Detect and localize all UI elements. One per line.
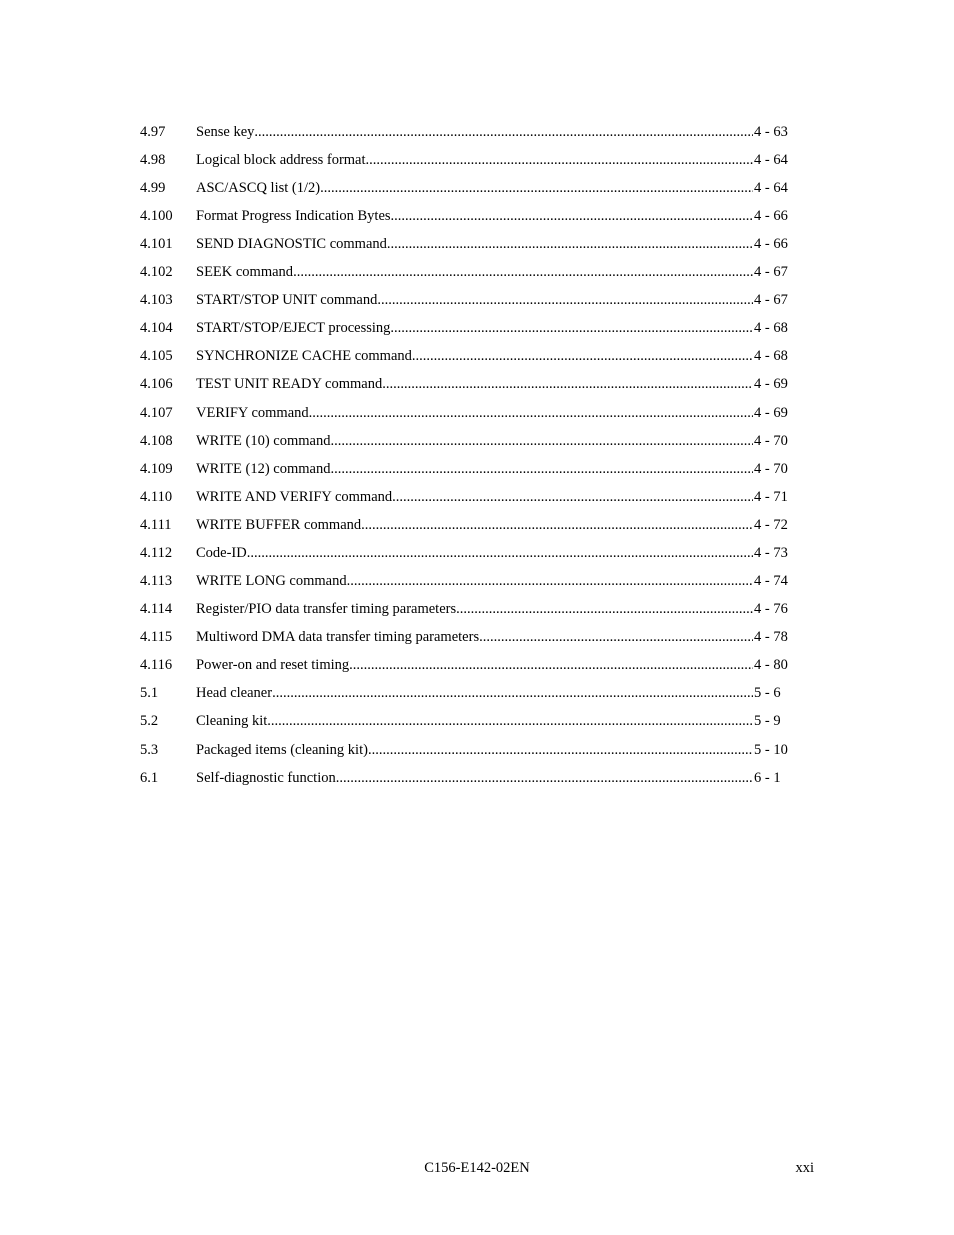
toc-entry-title[interactable]: SEEK command [196, 265, 294, 280]
toc-entry-number: 4.107 [140, 404, 173, 421]
toc-entry-title-wrap [196, 125, 753, 140]
toc-dot-leader [479, 630, 753, 645]
toc-entry-title[interactable]: VERIFY command [196, 405, 309, 421]
toc-entry-page: 5 - 6 [754, 685, 781, 702]
toc-entry[interactable] [140, 455, 800, 483]
toc-entry-title-wrap [196, 293, 753, 308]
toc-entry[interactable] [140, 764, 800, 792]
toc-entry-title[interactable]: Format Progress Indication Bytes [196, 209, 391, 224]
toc-entry-number: 4.115 [140, 629, 173, 646]
toc-entry-title-wrap [196, 209, 753, 224]
toc-entry-title-wrap [196, 237, 753, 252]
toc-entry-page: 6 - 1 [754, 769, 781, 786]
toc-entry-title-wrap [196, 714, 753, 729]
toc-entry-title[interactable]: Register/PIO data transfer timing parameters [196, 602, 457, 617]
toc-entry-title-wrap [196, 321, 753, 336]
toc-entry[interactable] [140, 399, 800, 427]
toc-entry-page: 4 - 64 [754, 151, 788, 168]
toc-entry-number: 4.97 [140, 123, 166, 140]
toc-dot-leader [336, 771, 753, 786]
toc-entry-title[interactable]: WRITE LONG command [196, 574, 347, 589]
toc-entry-title[interactable]: SYNCHRONIZE CACHE command [196, 349, 412, 364]
toc-dot-leader [347, 574, 753, 589]
toc-entry-page: 4 - 66 [754, 236, 788, 253]
toc-entry[interactable] [140, 595, 800, 623]
toc-entry-page: 4 - 70 [754, 432, 788, 449]
toc-entry-page: 4 - 64 [754, 179, 788, 196]
toc-dot-leader [272, 686, 753, 701]
toc-entry-title[interactable]: ASC/ASCQ list (1/2) [196, 180, 321, 196]
toc-dot-leader [456, 602, 753, 617]
toc-entry[interactable] [140, 343, 800, 371]
toc-dot-leader [387, 237, 753, 252]
document-id: C156-E142-02EN [424, 1160, 530, 1176]
toc-entry-number: 4.103 [140, 292, 173, 309]
toc-entry-page: 4 - 71 [754, 488, 788, 505]
toc-entry[interactable] [140, 315, 800, 343]
toc-entry[interactable] [140, 680, 800, 708]
toc-entry-number: 4.101 [140, 236, 173, 253]
toc-entry-title-wrap [196, 349, 753, 364]
toc-entry-number: 6.1 [140, 769, 159, 786]
toc-entry-title[interactable]: Power-on and reset timing [196, 658, 350, 673]
toc-entry[interactable] [140, 258, 800, 286]
toc-entry-number: 4.113 [140, 573, 173, 590]
toc-dot-leader [331, 434, 754, 449]
toc-entry-page: 4 - 69 [754, 376, 788, 393]
toc-entry[interactable] [140, 371, 800, 399]
toc-entry-title-wrap [196, 462, 753, 477]
toc-entry-title[interactable]: Sense key [196, 124, 255, 140]
toc-entry-page: 4 - 68 [754, 320, 788, 337]
toc-dot-leader [320, 181, 753, 196]
toc-entry-number: 4.110 [140, 488, 173, 505]
toc-entry-title-wrap [196, 265, 753, 280]
toc-dot-leader [392, 490, 753, 505]
toc-entry-title-wrap [196, 686, 753, 701]
toc-entry-title-wrap [196, 518, 753, 533]
toc-entry[interactable] [140, 286, 800, 314]
toc-entry-page: 4 - 74 [754, 573, 788, 590]
toc-dot-leader [390, 321, 753, 336]
toc-entry-number: 4.116 [140, 657, 173, 674]
toc-dot-leader [331, 462, 754, 477]
toc-dot-leader [267, 714, 753, 729]
toc-dot-leader [309, 406, 753, 421]
toc-entry-title[interactable]: Multiword DMA data transfer timing parameters [196, 630, 480, 645]
toc-entry-title[interactable]: Head cleaner [196, 686, 273, 701]
toc-dot-leader [361, 518, 753, 533]
table-of-contents [140, 118, 800, 792]
toc-entry-number: 4.114 [140, 601, 173, 618]
toc-entry-title-wrap [196, 546, 753, 561]
toc-entry[interactable] [140, 483, 800, 511]
toc-entry-title[interactable]: Self-diagnostic function [196, 770, 336, 786]
toc-entry-title-wrap [196, 574, 753, 589]
toc-entry-title-wrap [196, 771, 753, 786]
toc-entry-page: 4 - 68 [754, 348, 788, 365]
toc-entry-number: 4.108 [140, 432, 173, 449]
toc-entry-page: 4 - 80 [754, 657, 788, 674]
toc-dot-leader [391, 209, 753, 224]
toc-entry-title-wrap [196, 490, 753, 505]
toc-entry-number: 5.3 [140, 741, 159, 758]
toc-entry-title[interactable]: Logical block address format [196, 152, 366, 168]
toc-entry-number: 4.99 [140, 179, 166, 196]
toc-entry-number: 4.105 [140, 348, 173, 365]
page-number: xxi [795, 1160, 814, 1176]
toc-entry[interactable] [140, 146, 800, 174]
toc-entry[interactable] [140, 651, 800, 679]
toc-entry-page: 4 - 73 [754, 544, 788, 561]
toc-entry-title[interactable]: Code-ID [196, 545, 247, 561]
toc-dot-leader [349, 658, 753, 673]
toc-entry-title-wrap [196, 153, 753, 168]
toc-entry-number: 5.1 [140, 685, 159, 702]
toc-entry-title[interactable]: Cleaning kit [196, 714, 268, 729]
toc-entry-title-wrap [196, 630, 753, 645]
toc-entry-page: 4 - 67 [754, 292, 788, 309]
toc-entry-title[interactable]: WRITE (12) command [196, 461, 331, 477]
toc-entry-page: 4 - 63 [754, 123, 788, 140]
toc-entry-title-wrap [196, 602, 753, 617]
toc-dot-leader [247, 546, 753, 561]
toc-entry-title-wrap [196, 181, 753, 196]
toc-entry-number: 4.106 [140, 376, 173, 393]
toc-entry[interactable] [140, 174, 800, 202]
toc-entry-number: 4.111 [140, 516, 172, 533]
toc-entry-page: 4 - 78 [754, 629, 788, 646]
toc-entry-page: 4 - 69 [754, 404, 788, 421]
toc-entry-title-wrap [196, 434, 753, 449]
toc-entry[interactable] [140, 230, 800, 258]
toc-entry[interactable] [140, 708, 800, 736]
toc-entry-title[interactable]: WRITE BUFFER command [196, 517, 362, 533]
toc-entry-page: 5 - 10 [754, 741, 788, 758]
toc-entry-title[interactable]: START/STOP/EJECT processing [196, 321, 391, 336]
toc-dot-leader [366, 153, 753, 168]
toc-entry[interactable] [140, 118, 800, 146]
toc-entry[interactable] [140, 567, 800, 595]
toc-dot-leader [254, 125, 753, 140]
toc-entry[interactable] [140, 427, 800, 455]
toc-entry-number: 4.100 [140, 208, 173, 225]
toc-entry-title-wrap [196, 377, 753, 392]
toc-entry-number: 4.98 [140, 151, 166, 168]
toc-dot-leader [382, 377, 753, 392]
toc-entry[interactable] [140, 539, 800, 567]
toc-entry-title[interactable]: WRITE AND VERIFY command [196, 489, 393, 505]
toc-entry-number: 5.2 [140, 713, 159, 730]
toc-entry-number: 4.112 [140, 544, 173, 561]
toc-entry-number: 4.102 [140, 264, 173, 281]
toc-dot-leader [377, 293, 753, 308]
toc-entry[interactable] [140, 623, 800, 651]
toc-entry-title-wrap [196, 406, 753, 421]
toc-entry-title-wrap [196, 743, 753, 758]
toc-entry-page: 4 - 70 [754, 460, 788, 477]
toc-entry[interactable] [140, 511, 800, 539]
toc-entry[interactable] [140, 202, 800, 230]
toc-entry[interactable] [140, 736, 800, 764]
toc-entry-title-wrap [196, 658, 753, 673]
toc-entry-title[interactable]: START/STOP UNIT command [196, 293, 378, 308]
toc-dot-leader [368, 743, 753, 758]
toc-entry-title[interactable]: TEST UNIT READY command [196, 377, 383, 392]
toc-entry-page: 5 - 9 [754, 713, 781, 730]
toc-entry-title[interactable]: WRITE (10) command [196, 433, 331, 449]
toc-entry-number: 4.109 [140, 460, 173, 477]
toc-entry-title[interactable]: SEND DIAGNOSTIC command [196, 237, 387, 252]
toc-entry-page: 4 - 67 [754, 264, 788, 281]
toc-entry-number: 4.104 [140, 320, 173, 337]
toc-entry-page: 4 - 66 [754, 208, 788, 225]
toc-dot-leader [412, 349, 753, 364]
toc-entry-page: 4 - 76 [754, 601, 788, 618]
toc-entry-title[interactable]: Packaged items (cleaning kit) [196, 742, 368, 757]
toc-entry-page: 4 - 72 [754, 516, 788, 533]
toc-dot-leader [293, 265, 753, 280]
